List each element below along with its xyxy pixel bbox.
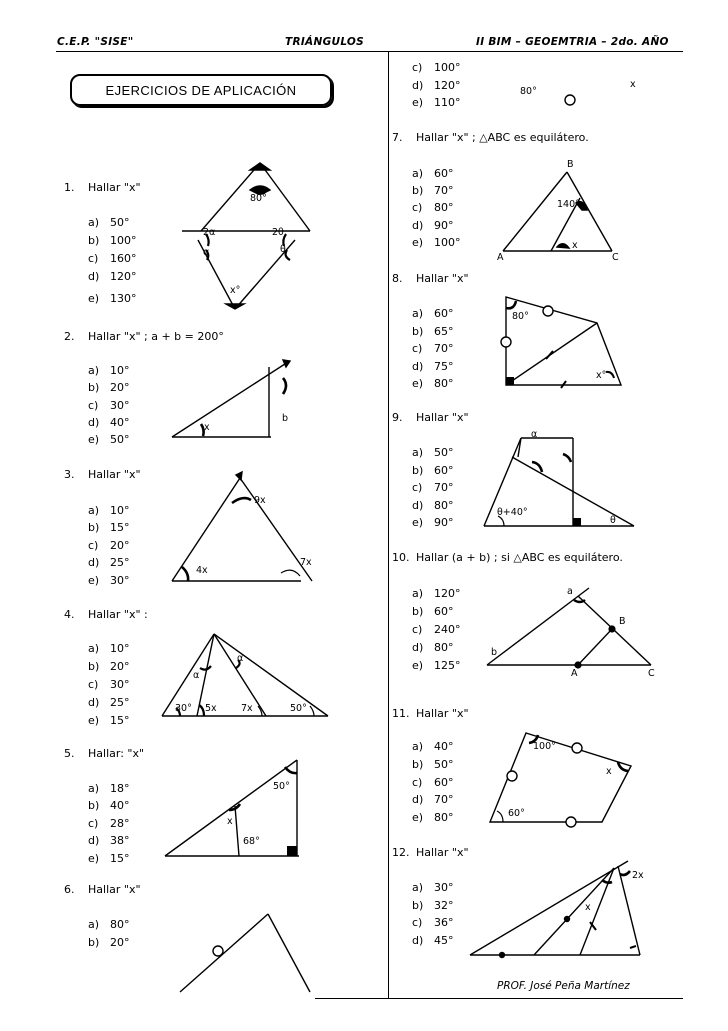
option-5c[interactable]: c) 28°	[88, 817, 130, 830]
header-course: II BIM – GEOEMTRIA – 2do. AÑO	[476, 36, 669, 48]
fig7-label-C: C	[612, 252, 619, 263]
question-number: 4.	[64, 608, 75, 621]
question-text: Hallar "x" ; a + b = 200°	[88, 330, 224, 343]
option-10a[interactable]: a) 120°	[412, 587, 461, 600]
fig11-label-60: 60°	[508, 808, 525, 819]
figure-6-diagram	[180, 914, 310, 992]
fig8-label-80: 80°	[512, 311, 529, 322]
question-text: Hallar "x"	[416, 846, 469, 859]
option-10e[interactable]: e) 125°	[412, 659, 461, 672]
option-1c[interactable]: c) 160°	[88, 252, 137, 265]
fig12-label-2x: 2x	[632, 870, 644, 881]
header-topic: TRIÁNGULOS	[285, 36, 365, 48]
fig1-label-theta: θ	[280, 244, 286, 255]
option-8a[interactable]: a) 60°	[412, 307, 454, 320]
question-text: Hallar "x" ; △ABC es equilátero.	[416, 131, 589, 144]
option-3d[interactable]: d) 25°	[88, 556, 130, 569]
option-1d[interactable]: d) 120°	[88, 270, 137, 283]
fig10-label-a: a	[567, 586, 573, 597]
option-6d[interactable]: d) 120°	[412, 79, 461, 92]
question-text: Hallar "x"	[88, 883, 141, 896]
option-9b[interactable]: b) 60°	[412, 464, 454, 477]
option-2e[interactable]: e) 50°	[88, 433, 130, 446]
question-number: 5.	[64, 747, 75, 760]
question-text: Hallar: "x"	[88, 747, 145, 760]
question-text: Hallar "x"	[416, 411, 469, 424]
option-11a[interactable]: a) 40°	[412, 740, 454, 753]
option-12c[interactable]: c) 36°	[412, 916, 454, 929]
fig2-label-x: x	[204, 422, 210, 433]
figure-10-diagram	[487, 588, 651, 669]
fig3-label-7x: 7x	[300, 557, 312, 568]
figure-7-diagram	[503, 172, 612, 251]
fig1-label-2alpha: 2α	[203, 227, 216, 238]
question-text: Hallar "x"	[88, 468, 141, 481]
option-11e[interactable]: e) 80°	[412, 811, 454, 824]
question-text: Hallar "x" :	[88, 608, 148, 621]
option-7a[interactable]: a) 60°	[412, 167, 454, 180]
option-7d[interactable]: d) 90°	[412, 219, 454, 232]
section-title: EJERCICIOS DE APLICACIÓN	[70, 74, 332, 106]
option-10b[interactable]: b) 60°	[412, 605, 454, 618]
option-4a[interactable]: a) 10°	[88, 642, 130, 655]
option-5a[interactable]: a) 18°	[88, 782, 130, 795]
option-2c[interactable]: c) 30°	[88, 399, 130, 412]
option-4d[interactable]: d) 25°	[88, 696, 130, 709]
option-8d[interactable]: d) 75°	[412, 360, 454, 373]
fig1-label-2theta: 2θ	[272, 227, 284, 238]
figure-5-diagram	[165, 760, 299, 856]
option-4e[interactable]: e) 15°	[88, 714, 130, 727]
option-9d[interactable]: d) 80°	[412, 499, 454, 512]
option-3b[interactable]: b) 15°	[88, 521, 130, 534]
figure-1-diagram	[182, 163, 310, 309]
question-number: 3.	[64, 468, 75, 481]
fig11-label-x: x	[606, 766, 612, 777]
question-number: 6.	[64, 883, 75, 896]
figure-12-diagram	[470, 861, 640, 958]
option-2d[interactable]: d) 40°	[88, 416, 130, 429]
question-text: Hallar (a + b) ; si △ABC es equilátero.	[416, 551, 623, 564]
option-1a[interactable]: a) 50°	[88, 216, 130, 229]
fig7-label-x: x	[572, 240, 578, 251]
fig5-label-x: x	[227, 816, 233, 827]
option-9c[interactable]: c) 70°	[412, 481, 454, 494]
fig2-label-b: b	[282, 413, 289, 424]
footer-author: PROF. José Peña Martínez	[497, 980, 630, 992]
option-1b[interactable]: b) 100°	[88, 234, 137, 247]
fig10-label-A: A	[571, 668, 578, 679]
question-number: 10.	[392, 551, 410, 564]
fig6-label-x: x	[630, 79, 636, 90]
fig9-label-theta: θ	[610, 515, 616, 526]
question-text: Hallar "x"	[416, 272, 469, 285]
option-2b[interactable]: b) 20°	[88, 381, 130, 394]
figure-2-diagram	[172, 360, 290, 437]
fig10-label-B: B	[619, 616, 626, 627]
fig9-label-theta40: θ+40°	[497, 507, 528, 518]
fig1-label-80: 80°	[250, 193, 267, 204]
fig8-label-x: x°	[596, 370, 607, 381]
option-2a[interactable]: a) 10°	[88, 364, 130, 377]
option-6e[interactable]: e) 110°	[412, 96, 461, 109]
option-6a[interactable]: a) 80°	[88, 918, 130, 931]
option-7c[interactable]: c) 80°	[412, 201, 454, 214]
fig4-label-50: 50°	[290, 703, 307, 714]
fig11-label-100: 100°	[533, 741, 556, 752]
fig7-label-A: A	[497, 252, 504, 263]
question-text: Hallar "x"	[416, 707, 469, 720]
option-9a[interactable]: a) 50°	[412, 446, 454, 459]
fig3-label-9x: 9x	[254, 495, 266, 506]
option-12a[interactable]: a) 30°	[412, 881, 454, 894]
fig7-label-140: 140°	[557, 199, 580, 210]
question-number: 11.	[392, 707, 410, 720]
option-8e[interactable]: e) 80°	[412, 377, 454, 390]
fig5-label-50: 50°	[273, 781, 290, 792]
option-3c[interactable]: c) 20°	[88, 539, 130, 552]
fig1-label-x: x°	[230, 285, 241, 296]
option-10c[interactable]: c) 240°	[412, 623, 461, 636]
fig7-label-B: B	[567, 159, 574, 170]
option-5d[interactable]: d) 38°	[88, 834, 130, 847]
fig3-label-4x: 4x	[196, 565, 208, 576]
fig5-label-68: 68°	[243, 836, 260, 847]
option-4c[interactable]: c) 30°	[88, 678, 130, 691]
option-10d[interactable]: d) 80°	[412, 641, 454, 654]
option-12b[interactable]: b) 32°	[412, 899, 454, 912]
fig4-label-alpha-1: α	[193, 670, 200, 681]
question-number: 2.	[64, 330, 75, 343]
question-number: 1.	[64, 181, 75, 194]
figure-3-diagram	[172, 472, 312, 581]
fig10-label-C: C	[648, 668, 655, 679]
question-number: 7.	[392, 131, 403, 144]
option-8c[interactable]: c) 70°	[412, 342, 454, 355]
fig4-label-alpha-2: α	[237, 653, 244, 664]
fig12-label-x: x	[585, 902, 591, 913]
fig4-label-5x: 5x	[205, 703, 217, 714]
option-5b[interactable]: b) 40°	[88, 799, 130, 812]
header-school: C.E.P. "SISE"	[57, 36, 134, 48]
fig4-label-30: 30°	[175, 703, 192, 714]
figure-6-markers	[565, 95, 575, 105]
option-5e[interactable]: e) 15°	[88, 852, 130, 865]
fig1-label-alpha: α	[203, 247, 210, 258]
option-6b[interactable]: b) 20°	[88, 936, 130, 949]
option-9e[interactable]: e) 90°	[412, 516, 454, 529]
option-3a[interactable]: a) 10°	[88, 504, 130, 517]
question-number: 9.	[392, 411, 403, 424]
option-1e[interactable]: e) 130°	[88, 292, 137, 305]
fig9-label-alpha: α	[531, 429, 538, 440]
option-3e[interactable]: e) 30°	[88, 574, 130, 587]
option-11d[interactable]: d) 70°	[412, 793, 454, 806]
option-11b[interactable]: b) 50°	[412, 758, 454, 771]
option-6c[interactable]: c) 100°	[412, 61, 461, 74]
option-7b[interactable]: b) 70°	[412, 184, 454, 197]
option-12d[interactable]: d) 45°	[412, 934, 454, 947]
fig10-label-b: b	[491, 647, 498, 658]
question-text: Hallar "x"	[88, 181, 141, 194]
option-4b[interactable]: b) 20°	[88, 660, 130, 673]
fig4-label-7x: 7x	[241, 703, 253, 714]
option-7e[interactable]: e) 100°	[412, 236, 461, 249]
option-8b[interactable]: b) 65°	[412, 325, 454, 338]
question-number: 12.	[392, 846, 410, 859]
option-11c[interactable]: c) 60°	[412, 776, 454, 789]
fig6-label-80: 80°	[520, 86, 537, 97]
question-number: 8.	[392, 272, 403, 285]
